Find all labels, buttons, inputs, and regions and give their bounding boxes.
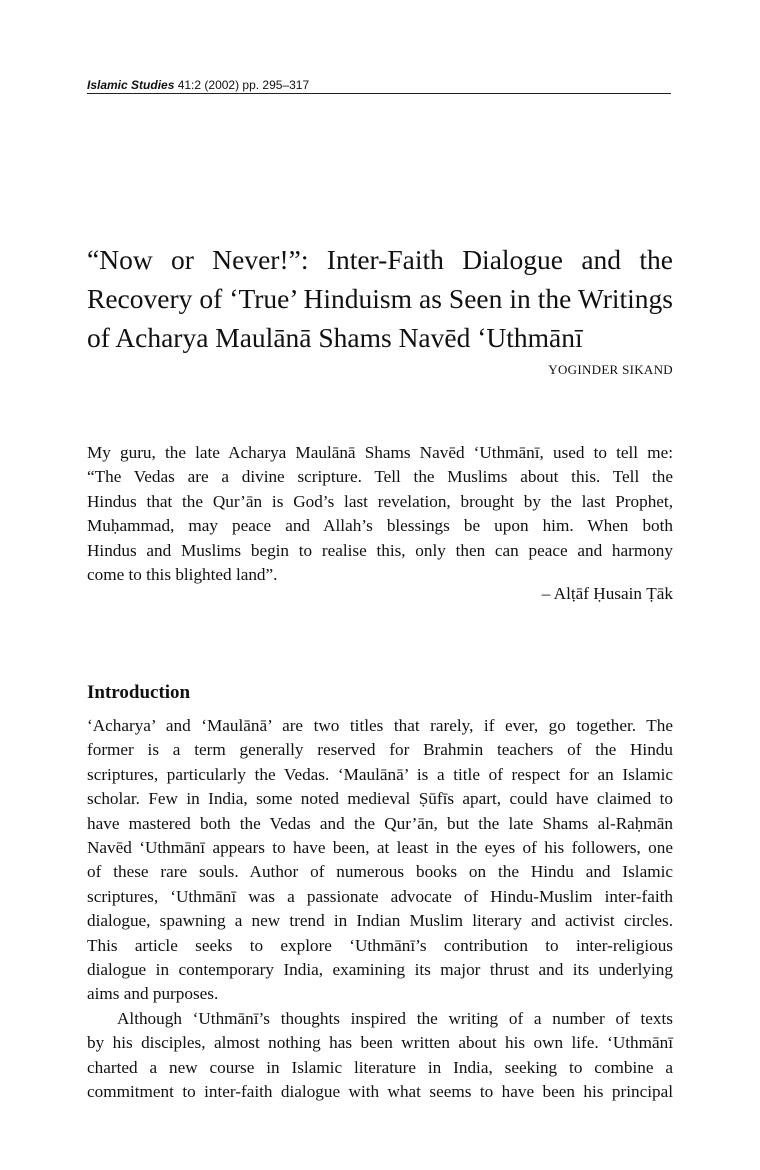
epigraph-line: Hindus that the Qur’ān is God’s last revelation, brought by the last Prophet, [87, 491, 673, 511]
paragraph-2 [87, 1007, 673, 1105]
paragraph-1 [87, 714, 673, 1007]
body-line: scriptures, particularly the Vedas. ‘Maulānā’ is a title of respect for an Islamic [87, 764, 673, 784]
body-line: by his disciples, almost nothing has been written about his own life. ‘Uthmānī [87, 1033, 673, 1053]
article-title [87, 240, 673, 357]
epigraph [87, 441, 673, 587]
body-line: Although ‘Uthmānī’s thoughts inspired the writing of a number of texts [117, 1008, 673, 1028]
title-line: Recovery of ‘True’ Hinduism as Seen in the Writings [87, 283, 673, 314]
body-line: dialogue in contemporary India, examining its major thrust and its underlying [87, 960, 673, 980]
epigraph-line: come to this blighted land”. [87, 565, 278, 585]
journal-citation: 41:2 (2002) pp. 295–317 [174, 78, 310, 92]
epigraph-line: My guru, the late Acharya Maulānā Shams Navēd ‘Uthmānī, used to tell me: [87, 443, 673, 462]
epigraph-line: “The Vedas are a divine scripture. Tell the Muslims about this. Tell the [87, 467, 673, 487]
journal-name: Islamic Studies [87, 78, 175, 92]
epigraph-attribution: – Alṭāf Ḥusain Ṭāk [541, 584, 673, 603]
running-head [87, 78, 671, 94]
body-line: scriptures, ‘Uthmānī was a passionate advocate of Hindu-Muslim inter-faith [87, 886, 673, 906]
body-line: Navēd ‘Uthmānī appears to have been, at least in the eyes of his followers, one [87, 838, 673, 858]
body-line: of these rare souls. Author of numerous books on the Hindu and Islamic [87, 862, 673, 882]
body-line: This article seeks to explore ‘Uthmānī’s contribution to inter-religious [87, 935, 673, 955]
title-line: of Acharya Maulānā Shams Navēd ‘Uthmānī [87, 322, 583, 353]
body-line: commitment to inter-faith dialogue with what seems to have been his principal [87, 1082, 673, 1102]
epigraph-line: Muḥammad, may peace and Allah’s blessings be upon him. When both [87, 516, 673, 536]
body-line: dialogue, spawning a new trend in Indian Muslim literary and activist circles. [87, 911, 673, 931]
section-heading: Introduction [87, 682, 191, 703]
body-line: scholar. Few in India, some noted medieval Ṣūfīs apart, could have claimed to [87, 789, 673, 809]
body-line: ‘Acharya’ and ‘Maulānā’ are two titles that rarely, if ever, go together. The [87, 716, 673, 735]
epigraph-line: Hindus and Muslims begin to realise this, only then can peace and harmony [87, 540, 673, 560]
title-line: “Now or Never!”: Inter-Faith Dialogue and the [87, 244, 673, 275]
body-line: former is a term generally reserved for Brahmin teachers of the Hindu [87, 740, 673, 760]
body-line: have mastered both the Vedas and the Qur’ān, but the late Shams al-Raḥmān [87, 813, 673, 833]
author-name: YOGINDER SIKAND [548, 362, 673, 377]
body-line: charted a new course in Islamic literature in India, seeking to combine a [87, 1057, 673, 1077]
body-text [87, 714, 673, 1105]
body-line: aims and purposes. [87, 984, 219, 1004]
